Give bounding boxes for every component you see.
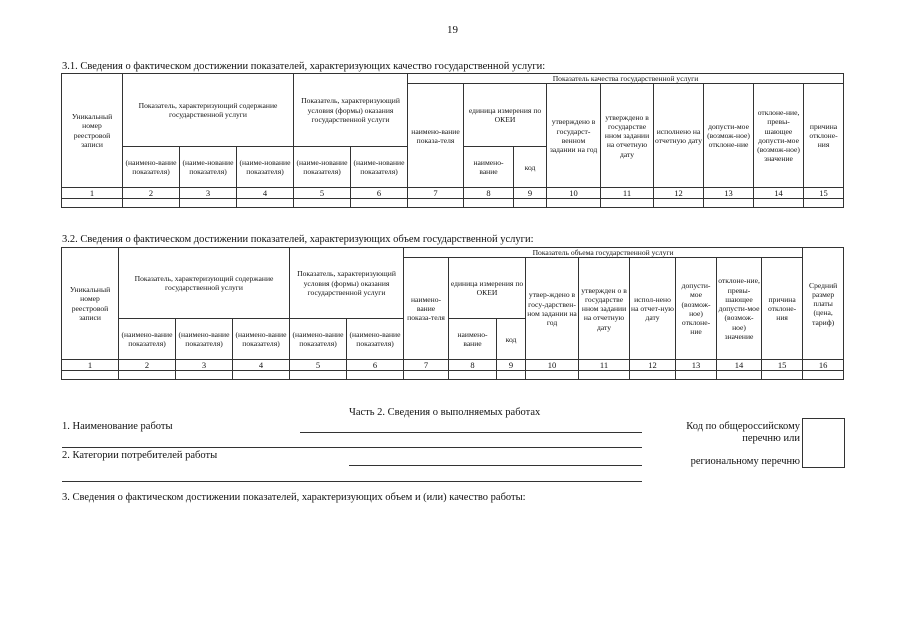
data-cell[interactable] [62, 199, 123, 208]
content-name-col: (наимено-вание показателя) [119, 319, 176, 360]
data-cell[interactable] [601, 199, 654, 208]
data-cell[interactable] [547, 199, 601, 208]
volume-table [61, 247, 844, 380]
col-number: 5 [290, 360, 347, 371]
col-number: 14 [754, 188, 804, 199]
data-cell[interactable] [676, 371, 717, 380]
unit-name-header: наимено-вание [449, 319, 497, 360]
content-name-col: (наимено-вание показателя) [233, 319, 290, 360]
col-number: 12 [630, 360, 676, 371]
content-group-header: Показатель, характеризующий содержание государственной услуги [119, 248, 290, 319]
col-number: 9 [514, 188, 547, 199]
data-cell[interactable] [351, 199, 408, 208]
approved-year-header: утверждено в государст-венном задании на год [547, 84, 601, 188]
data-cell[interactable] [62, 371, 119, 380]
code-label-line-1: Код по общероссийскому [686, 421, 800, 432]
col-number: 6 [351, 188, 408, 199]
data-cell[interactable] [803, 371, 844, 380]
col-number: 12 [654, 188, 704, 199]
section-3-1-title: 3.1. Сведения о фактическом достижении показателей, характеризующих качество государственной услуги: [62, 61, 546, 72]
data-cell[interactable] [754, 199, 804, 208]
col-number: 13 [704, 188, 754, 199]
col-number: 10 [526, 360, 579, 371]
unit-code-header: код [514, 147, 547, 188]
data-cell[interactable] [717, 371, 762, 380]
condition-name-col: (наиме-нование показателя) [351, 147, 408, 188]
col-number: 13 [676, 360, 717, 371]
code-label-line-3: региональному перечню [690, 456, 800, 467]
code-box[interactable] [802, 418, 845, 468]
condition-name-col: (наимено-вание показателя) [290, 319, 347, 360]
data-cell[interactable] [630, 371, 676, 380]
col-number: 4 [233, 360, 290, 371]
content-name-col: (наимено-вание показателя) [176, 319, 233, 360]
work-name-field-line[interactable] [300, 432, 642, 433]
col-number: 15 [762, 360, 803, 371]
unit-header: единица измерения по ОКЕИ [464, 84, 547, 147]
col-number: 4 [237, 188, 294, 199]
data-cell[interactable] [408, 199, 464, 208]
col-number: 2 [123, 188, 180, 199]
data-cell[interactable] [404, 371, 449, 380]
data-cell[interactable] [233, 371, 290, 380]
col-number: 11 [579, 360, 630, 371]
col-number: 2 [119, 360, 176, 371]
col-number: 11 [601, 188, 654, 199]
allowed-deviation-header: допусти-мое (возмож-ное) отклоне-ние [704, 84, 754, 188]
executed-header: испол-нено на отчет-ную дату [630, 258, 676, 360]
approved-date-header: утвержден о в государстве нном задании на отчетную дату [579, 258, 630, 360]
content-name-col: (наиме-нование показателя) [180, 147, 237, 188]
indicator-name-header: наимено-вание показа-теля [408, 84, 464, 188]
condition-name-col: (наимено-вание показателя) [347, 319, 404, 360]
col-number: 16 [803, 360, 844, 371]
unique-number-header: Уникальный номер реестровой записи [62, 74, 123, 188]
data-cell[interactable] [526, 371, 579, 380]
avg-fee-header: Средний размер платы (цена, тариф) [803, 248, 844, 360]
data-cell[interactable] [804, 199, 844, 208]
content-name-col: (наиме-нование показателя) [237, 147, 294, 188]
data-cell[interactable] [347, 371, 404, 380]
content-group-header: Показатель, характеризующий содержание государственной услуги [123, 74, 294, 147]
unit-code-header: код [497, 319, 526, 360]
data-cell[interactable] [704, 199, 754, 208]
unit-name-header: наимено-вание [464, 147, 514, 188]
col-number: 5 [294, 188, 351, 199]
indicator-group-header: Показатель объема государственной услуги [404, 248, 803, 258]
code-label-line-2: перечню или [742, 433, 800, 444]
condition-name-col: (наиме-нование показателя) [294, 147, 351, 188]
table-row [62, 199, 844, 208]
data-cell[interactable] [123, 199, 180, 208]
executed-header: исполнено на отчетную дату [654, 84, 704, 188]
unit-header: единица измерения по ОКЕИ [449, 258, 526, 319]
data-cell[interactable] [449, 371, 497, 380]
consumers-field-line-2[interactable] [62, 481, 642, 482]
col-number: 3 [176, 360, 233, 371]
col-number: 1 [62, 188, 123, 199]
data-cell[interactable] [579, 371, 630, 380]
excess-deviation-header: отклоне-ние, превы-шающее допусти-мое (возмож-ное) значение [717, 258, 762, 360]
col-number: 3 [180, 188, 237, 199]
conditions-group-header: Показатель, характеризующий условия (формы) оказания государственной услуги [294, 74, 408, 147]
consumers-field-line[interactable] [349, 465, 642, 466]
col-number: 7 [408, 188, 464, 199]
approved-date-header: утверждено в государстве нном задании на отчетную дату [601, 84, 654, 188]
content-name-col: (наимено-вание показателя) [123, 147, 180, 188]
table-row [62, 371, 844, 380]
item-3-title: 3. Сведения о фактическом достижении показателей, характеризующих объем и (или) качество работы: [62, 492, 526, 503]
section-3-2-title: 3.2. Сведения о фактическом достижении показателей, характеризующих объем государственной услуги: [62, 234, 534, 245]
data-cell[interactable] [654, 199, 704, 208]
col-number: 10 [547, 188, 601, 199]
data-cell[interactable] [119, 371, 176, 380]
part-2-title: Часть 2. Сведения о выполняемых работах [349, 407, 541, 418]
indicator-group-header: Показатель качества государственной услуги [408, 74, 844, 84]
work-name-field-line-2[interactable] [62, 447, 642, 448]
data-cell[interactable] [180, 199, 237, 208]
col-number: 14 [717, 360, 762, 371]
unique-number-header: Уникальный номер реестровой записи [62, 248, 119, 360]
col-number: 9 [497, 360, 526, 371]
data-cell[interactable] [290, 371, 347, 380]
quality-table [61, 73, 844, 208]
allowed-deviation-header: допусти-мое (возмож-ное) отклоне-ние [676, 258, 717, 360]
data-cell[interactable] [464, 199, 514, 208]
page-number: 19 [447, 24, 458, 36]
data-cell[interactable] [514, 199, 547, 208]
consumers-label: 2. Категории потребителей работы [62, 450, 218, 461]
excess-deviation-header: отклоне-ние, превы-шающее допусти-мое (возмож-ное) значение [754, 84, 804, 188]
approved-year-header: утвер-ждено в госу-дарствен-ном задании на год [526, 258, 579, 360]
reason-header: причина отклоне-ния [762, 258, 803, 360]
col-number: 8 [449, 360, 497, 371]
reason-header: причина отклоне-ния [804, 84, 844, 188]
data-cell[interactable] [176, 371, 233, 380]
col-number: 1 [62, 360, 119, 371]
indicator-name-header: наимено-вание показа-теля [404, 258, 449, 360]
col-number: 6 [347, 360, 404, 371]
data-cell[interactable] [762, 371, 803, 380]
data-cell[interactable] [294, 199, 351, 208]
data-cell[interactable] [237, 199, 294, 208]
col-number: 8 [464, 188, 514, 199]
conditions-group-header: Показатель, характеризующий условия (формы) оказания государственной услуги [290, 248, 404, 319]
col-number: 7 [404, 360, 449, 371]
data-cell[interactable] [497, 371, 526, 380]
col-number: 15 [804, 188, 844, 199]
work-name-label: 1. Наименование работы [62, 421, 173, 432]
